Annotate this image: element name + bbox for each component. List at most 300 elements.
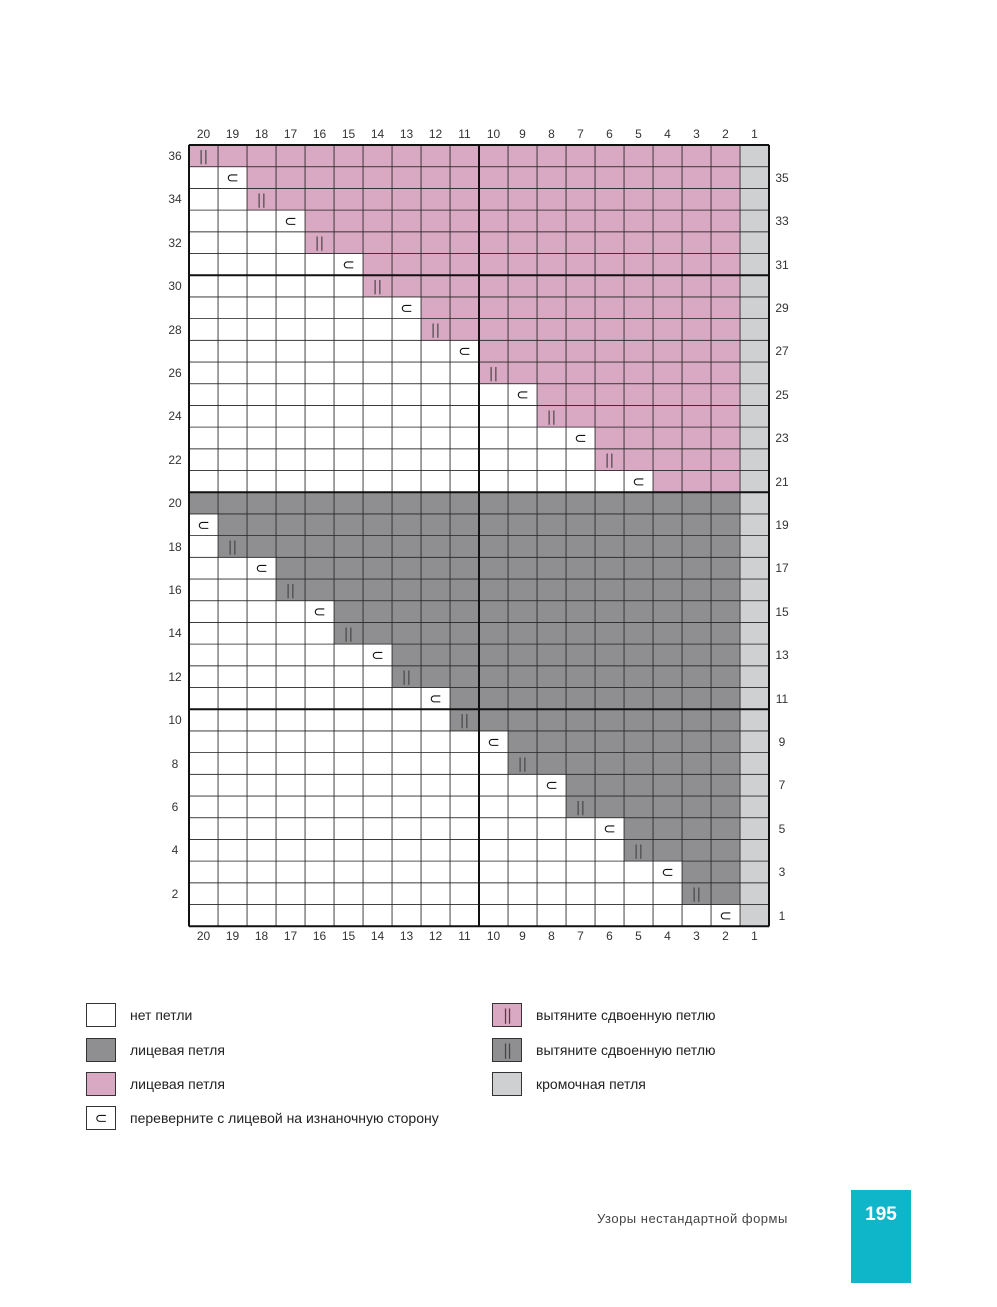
chart-cell — [276, 145, 305, 167]
chart-cell — [392, 275, 421, 297]
row-number-right: 29 — [775, 300, 789, 315]
chart-cell — [421, 579, 450, 601]
chart-cell — [566, 753, 595, 775]
chart-cell — [363, 232, 392, 254]
chart-cell — [247, 427, 276, 449]
chart-cell — [566, 362, 595, 384]
chart-cell — [305, 405, 334, 427]
chart-cell — [218, 753, 247, 775]
chart-cell — [305, 839, 334, 861]
chart-cell — [566, 210, 595, 232]
chart-cell — [276, 188, 305, 210]
chart-cell — [711, 688, 740, 710]
chart-cell — [334, 557, 363, 579]
chart-cell — [450, 297, 479, 319]
chart-cell — [479, 492, 508, 514]
chart-cell — [276, 666, 305, 688]
chart-cell — [740, 709, 769, 731]
chart-cell — [421, 405, 450, 427]
chart-cell — [508, 188, 537, 210]
chart-cell — [218, 861, 247, 883]
column-number: 7 — [577, 929, 584, 943]
chart-cell — [276, 796, 305, 818]
chart-cell — [537, 210, 566, 232]
chart-cell — [421, 427, 450, 449]
chart-cell — [392, 601, 421, 623]
legend-swatch — [86, 1003, 116, 1027]
pull-stitch-symbol: || — [343, 626, 354, 643]
chart-cell — [334, 167, 363, 189]
chart-cell — [624, 753, 653, 775]
chart-cell — [305, 384, 334, 406]
chart-cell — [247, 709, 276, 731]
chart-cell — [247, 405, 276, 427]
chart-cell — [711, 753, 740, 775]
chart-cell — [624, 384, 653, 406]
chart-cell — [421, 622, 450, 644]
chart-cell — [566, 145, 595, 167]
chart-cell — [740, 861, 769, 883]
chart-cell — [508, 514, 537, 536]
chart-cell — [334, 145, 363, 167]
chart-cell — [479, 818, 508, 840]
chart-cell — [276, 449, 305, 471]
chart-cell — [450, 514, 479, 536]
chart-cell — [624, 557, 653, 579]
chart-cell — [363, 254, 392, 276]
chart-cell — [624, 275, 653, 297]
chart-cell — [363, 536, 392, 558]
chart-cell — [653, 709, 682, 731]
row-number-right: 21 — [775, 474, 789, 489]
chart-cell — [624, 644, 653, 666]
column-number: 11 — [458, 929, 471, 943]
page-number-badge — [851, 1190, 911, 1283]
chart-cell — [450, 688, 479, 710]
chart-cell — [421, 731, 450, 753]
chart-cell — [479, 340, 508, 362]
row-number-right: 15 — [775, 604, 789, 619]
column-number: 6 — [606, 929, 613, 943]
chart-cell — [653, 796, 682, 818]
chart-cell — [711, 861, 740, 883]
chart-cell — [276, 405, 305, 427]
chart-cell — [247, 644, 276, 666]
row-number-left: 16 — [168, 583, 182, 597]
chart-cell — [247, 796, 276, 818]
chart-cell — [363, 839, 392, 861]
turn-symbol: ⊂ — [545, 776, 558, 795]
chart-cell — [392, 796, 421, 818]
chart-cell — [508, 427, 537, 449]
chart-cell — [508, 254, 537, 276]
row-number-right: 35 — [775, 170, 789, 185]
chart-cell — [682, 471, 711, 493]
chart-cell — [363, 210, 392, 232]
chart-cell — [276, 536, 305, 558]
chart-cell — [189, 492, 218, 514]
row-number-left: 12 — [168, 669, 182, 684]
chart-cell — [305, 753, 334, 775]
column-number: 16 — [312, 929, 327, 943]
chart-cell — [595, 579, 624, 601]
chart-cell — [305, 774, 334, 796]
legend-label: нет петли — [130, 1007, 193, 1023]
chart-cell — [334, 753, 363, 775]
chart-cell — [305, 861, 334, 883]
chart-cell — [450, 666, 479, 688]
chart-cell — [276, 340, 305, 362]
chart-cell — [450, 471, 479, 493]
chart-cell — [189, 319, 218, 341]
chart-cell — [479, 297, 508, 319]
chart-cell — [450, 145, 479, 167]
chart-cell — [740, 492, 769, 514]
chart-cell — [653, 666, 682, 688]
chart-cell — [595, 471, 624, 493]
chart-cell — [711, 384, 740, 406]
chart-cell — [653, 405, 682, 427]
chart-cell — [276, 557, 305, 579]
chart-cell — [363, 362, 392, 384]
chart-cell — [276, 254, 305, 276]
chart-cell — [682, 405, 711, 427]
chart-cell — [218, 557, 247, 579]
chart-cell — [682, 254, 711, 276]
column-number: 15 — [341, 127, 356, 141]
column-number: 15 — [341, 929, 356, 943]
chart-cell — [218, 579, 247, 601]
chart-cell — [624, 145, 653, 167]
chart-cell — [537, 188, 566, 210]
chart-cell — [363, 688, 392, 710]
chart-cell — [740, 753, 769, 775]
chart-cell — [508, 709, 537, 731]
row-number-right: 9 — [778, 734, 786, 749]
chart-cell — [247, 471, 276, 493]
chart-cell — [508, 210, 537, 232]
chart-cell — [508, 449, 537, 471]
chart-cell — [218, 275, 247, 297]
row-number-right: 25 — [775, 387, 789, 402]
chart-cell — [392, 709, 421, 731]
legend-swatch — [86, 1072, 116, 1096]
chart-cell — [218, 666, 247, 688]
chart-cell — [247, 319, 276, 341]
pull-stitch-symbol: || — [575, 799, 586, 816]
chart-cell — [189, 449, 218, 471]
turn-symbol: ⊂ — [255, 559, 268, 578]
chart-cell — [595, 601, 624, 623]
chart-cell — [566, 818, 595, 840]
chart-cell — [508, 471, 537, 493]
chart-cell — [421, 449, 450, 471]
chart-cell — [334, 492, 363, 514]
chart-cell — [624, 731, 653, 753]
row-number-right: 19 — [775, 517, 789, 532]
chart-cell — [189, 796, 218, 818]
chart-cell — [479, 774, 508, 796]
chart-cell — [421, 254, 450, 276]
chart-cell — [479, 254, 508, 276]
column-number: 3 — [693, 929, 700, 943]
chart-cell — [392, 167, 421, 189]
chart-cell — [450, 883, 479, 905]
chart-cell — [479, 514, 508, 536]
chart-cell — [305, 883, 334, 905]
chart-cell — [392, 232, 421, 254]
chart-cell — [682, 167, 711, 189]
chart-cell — [305, 536, 334, 558]
column-number: 1 — [751, 929, 758, 943]
chart-cell — [218, 644, 247, 666]
chart-cell — [334, 688, 363, 710]
pull-stitch-icon: || — [502, 1006, 512, 1024]
chart-cell — [740, 536, 769, 558]
chart-cell — [624, 297, 653, 319]
chart-cell — [653, 232, 682, 254]
chart-cell — [682, 319, 711, 341]
chart-cell — [363, 796, 392, 818]
chart-cell — [421, 471, 450, 493]
chart-cell — [450, 557, 479, 579]
chart-cell — [421, 774, 450, 796]
chart-cell — [653, 145, 682, 167]
chart-cell — [479, 666, 508, 688]
chart-cell — [247, 297, 276, 319]
pull-stitch-symbol: || — [198, 148, 209, 165]
chart-cell — [392, 839, 421, 861]
chart-cell — [566, 449, 595, 471]
chart-cell — [392, 861, 421, 883]
chart-cell — [189, 579, 218, 601]
row-number-left: 20 — [168, 496, 182, 511]
chart-cell — [566, 666, 595, 688]
chart-cell — [508, 796, 537, 818]
chart-cell — [653, 557, 682, 579]
row-number-left: 8 — [171, 756, 179, 771]
chart-cell — [479, 579, 508, 601]
chart-cell — [189, 405, 218, 427]
chart-cell — [334, 839, 363, 861]
chart-cell — [421, 753, 450, 775]
chart-cell — [624, 536, 653, 558]
chart-cell — [653, 905, 682, 927]
chart-cell — [218, 622, 247, 644]
chart-cell — [653, 319, 682, 341]
chart-cell — [421, 167, 450, 189]
column-number: 5 — [635, 929, 642, 943]
chart-cell — [363, 471, 392, 493]
chart-cell — [537, 232, 566, 254]
chart-cell — [218, 818, 247, 840]
chart-cell — [682, 210, 711, 232]
chart-cell — [218, 340, 247, 362]
chart-cell — [189, 427, 218, 449]
chart-cell — [508, 818, 537, 840]
chart-cell — [392, 688, 421, 710]
chart-cell — [537, 167, 566, 189]
chart-cell — [363, 861, 392, 883]
chart-cell — [653, 275, 682, 297]
chart-cell — [305, 492, 334, 514]
pull-stitch-symbol: || — [604, 452, 615, 469]
chart-cell — [624, 818, 653, 840]
chart-cell — [392, 557, 421, 579]
chart-cell — [711, 536, 740, 558]
chart-cell — [682, 774, 711, 796]
chart-cell — [479, 883, 508, 905]
chart-cell — [450, 319, 479, 341]
chart-cell — [450, 622, 479, 644]
chart-cell — [218, 427, 247, 449]
chart-cell — [595, 427, 624, 449]
chart-cell — [450, 427, 479, 449]
pull-stitch-symbol: || — [227, 539, 238, 556]
chart-cell — [305, 644, 334, 666]
chart-cell — [305, 275, 334, 297]
chart-cell — [537, 319, 566, 341]
chart-cell — [363, 188, 392, 210]
column-number: 1 — [751, 127, 758, 141]
chart-cell — [363, 601, 392, 623]
chart-cell — [421, 709, 450, 731]
chart-cell — [276, 167, 305, 189]
chart-cell — [711, 297, 740, 319]
chart-cell — [247, 492, 276, 514]
chart-cell — [450, 384, 479, 406]
chart-cell — [508, 622, 537, 644]
chart-cell — [247, 579, 276, 601]
chart-cell — [392, 492, 421, 514]
chart-cell — [624, 427, 653, 449]
chart-cell — [537, 883, 566, 905]
chart-cell — [479, 905, 508, 927]
chart-cell — [711, 601, 740, 623]
chart-cell — [595, 688, 624, 710]
chart-cell — [218, 471, 247, 493]
chart-cell — [711, 883, 740, 905]
chart-cell — [334, 709, 363, 731]
chart-cell — [595, 905, 624, 927]
chart-cell — [189, 340, 218, 362]
chart-cell — [189, 709, 218, 731]
chart-cell — [566, 709, 595, 731]
chart-cell — [566, 774, 595, 796]
chart-cell — [421, 536, 450, 558]
pull-stitch-symbol: || — [633, 843, 644, 860]
row-number-right: 23 — [775, 431, 789, 446]
chart-cell — [276, 905, 305, 927]
column-number: 4 — [664, 929, 671, 943]
chart-cell — [624, 340, 653, 362]
chart-cell — [740, 839, 769, 861]
row-number-right: 3 — [778, 865, 786, 880]
chart-cell — [537, 275, 566, 297]
chart-cell — [363, 405, 392, 427]
chart-cell — [334, 861, 363, 883]
chart-cell — [537, 796, 566, 818]
chart-cell — [682, 753, 711, 775]
chart-cell — [653, 731, 682, 753]
chart-cell — [537, 731, 566, 753]
chart-cell — [363, 731, 392, 753]
chart-cell — [363, 449, 392, 471]
chart-cell — [334, 297, 363, 319]
chart-cell — [537, 384, 566, 406]
chart-cell — [392, 644, 421, 666]
chart-cell — [740, 254, 769, 276]
chart-cell — [653, 449, 682, 471]
column-number: 10 — [486, 127, 501, 141]
chart-cell — [595, 861, 624, 883]
chart-cell — [189, 839, 218, 861]
chart-cell — [421, 340, 450, 362]
turn-icon: ⊂ — [94, 1109, 108, 1127]
chart-cell — [479, 471, 508, 493]
chart-cell — [537, 601, 566, 623]
chart-cell — [653, 384, 682, 406]
chart-cell — [537, 449, 566, 471]
chart-cell — [740, 405, 769, 427]
chart-cell — [218, 709, 247, 731]
column-number: 17 — [283, 929, 298, 943]
chart-cell — [421, 492, 450, 514]
row-number-left: 26 — [168, 366, 182, 380]
chart-cell — [363, 905, 392, 927]
chart-cell — [711, 796, 740, 818]
chart-cell — [595, 405, 624, 427]
pull-stitch-symbol: || — [517, 756, 528, 773]
chart-cell — [392, 622, 421, 644]
chart-cell — [392, 188, 421, 210]
chart-cell — [682, 688, 711, 710]
column-number: 18 — [254, 127, 269, 141]
row-number-right: 33 — [775, 214, 789, 229]
chart-cell — [189, 861, 218, 883]
chart-cell — [334, 601, 363, 623]
chart-cell — [624, 796, 653, 818]
chart-cell — [450, 210, 479, 232]
turn-symbol: ⊂ — [574, 428, 587, 447]
chart-cell — [189, 731, 218, 753]
chart-cell — [363, 579, 392, 601]
chart-cell — [740, 731, 769, 753]
chart-cell — [392, 731, 421, 753]
column-number: 12 — [428, 929, 443, 943]
chart-cell — [450, 839, 479, 861]
chart-cell — [711, 731, 740, 753]
chart-cell — [305, 210, 334, 232]
chart-cell — [740, 514, 769, 536]
chart-cell — [392, 883, 421, 905]
chart-cell — [682, 709, 711, 731]
chart-cell — [421, 883, 450, 905]
chart-cell — [566, 188, 595, 210]
chart-cell — [653, 427, 682, 449]
chart-cell — [653, 644, 682, 666]
chart-cell — [624, 622, 653, 644]
legend-label: переверните с лицевой на изнаночную сторону — [130, 1110, 439, 1126]
chart-cell — [421, 601, 450, 623]
chart-cell — [450, 861, 479, 883]
chart-cell — [421, 796, 450, 818]
chart-cell — [363, 427, 392, 449]
chart-cell — [740, 905, 769, 927]
chart-cell — [479, 145, 508, 167]
chart-cell — [189, 167, 218, 189]
chart-cell — [363, 297, 392, 319]
